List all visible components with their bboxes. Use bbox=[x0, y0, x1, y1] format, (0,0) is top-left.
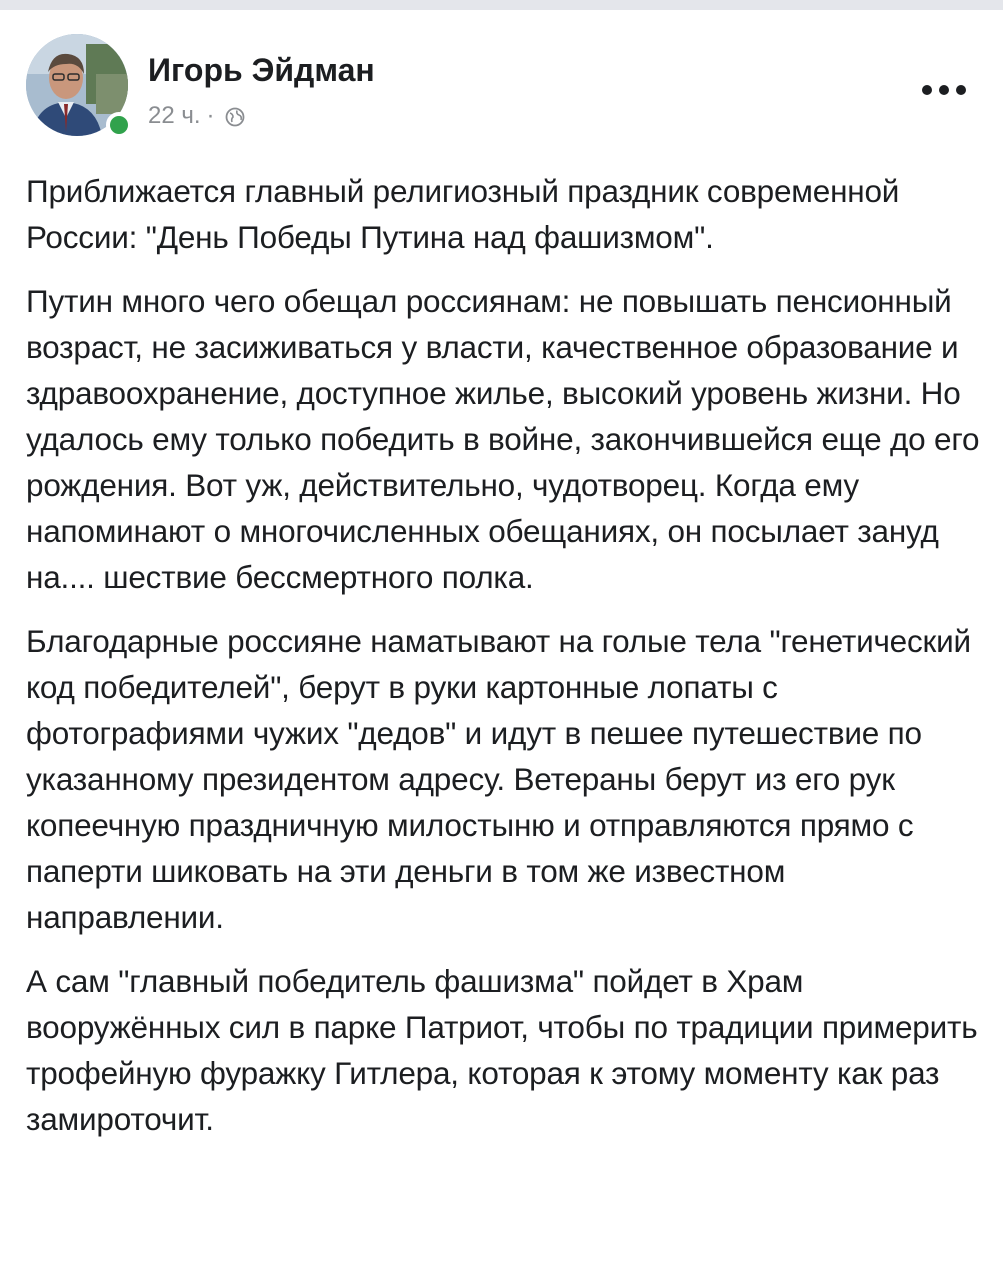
more-dots-icon bbox=[922, 85, 932, 95]
post-paragraph: А сам "главный победитель фашизма" пойдет в Храм вооружённых сил в парке Патриот, чтобы по традиции примерить трофейную фуражку Гитлера, которая к этому моменту как раз замироточит. bbox=[26, 963, 978, 1137]
more-dot bbox=[939, 85, 949, 95]
post-timestamp[interactable]: 22 ч. bbox=[148, 102, 201, 129]
post-paragraph: Путин много чего обещал россиянам: не повышать пенсионный возраст, не засиживаться у власти, качественное образование и здравоохранение, доступное жилье, высокий уровень жизни. Но удалось ему только победить в войне, закончившейся еще до его рождения. Вот уж, действительно, чудотворец. Когда ему напоминают о многочисленных обещаниях, он посылает зануд на.... шествие бессмертного полка. bbox=[26, 283, 980, 595]
author-name[interactable]: Игорь Эйдман bbox=[148, 52, 375, 88]
post-paragraph: Приближается главный религиозный праздник современной России: "День Победы Путина над фашизмом". bbox=[26, 173, 900, 255]
globe-icon bbox=[225, 106, 245, 126]
author-avatar[interactable] bbox=[26, 34, 128, 136]
meta-separator: · bbox=[206, 102, 215, 129]
post-header bbox=[26, 34, 976, 144]
more-dot bbox=[956, 85, 966, 95]
facebook-post bbox=[0, 10, 1003, 1280]
top-divider bbox=[0, 0, 1003, 10]
post-paragraph: Благодарные россияне наматывают на голые тела "генетический код победителей", берут в руки картонные лопаты с фотографиями чужих "дедов" и идут в пешее путешествие по указанному президентом адресу. Ветераны берут из его рук копеечную праздничную милостыню и отправляются прямо с паперти шиковать на эти деньги в том же известном направлении. bbox=[26, 623, 971, 935]
more-options-button[interactable] bbox=[922, 80, 966, 100]
online-status-indicator bbox=[106, 112, 132, 138]
post-meta bbox=[148, 102, 245, 130]
post-body bbox=[26, 168, 981, 1160]
